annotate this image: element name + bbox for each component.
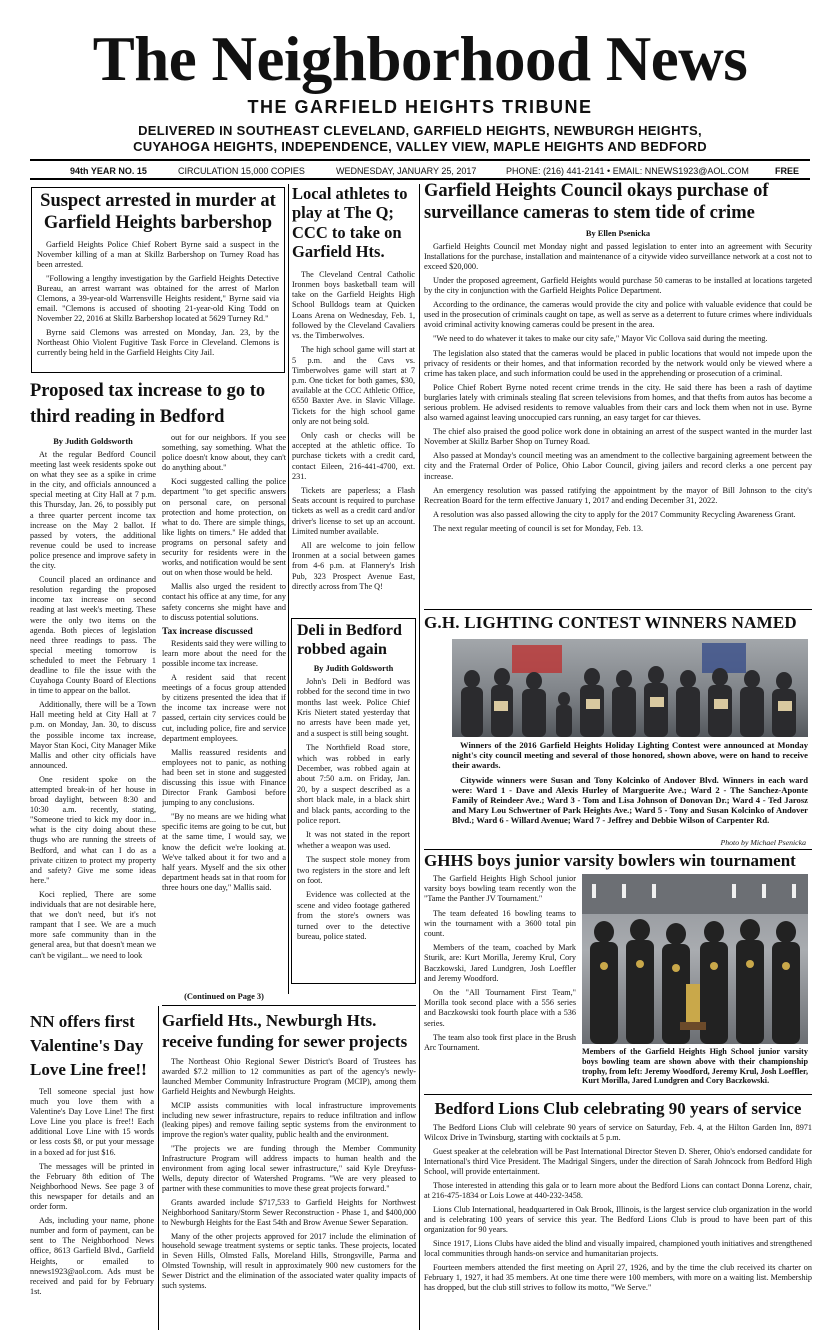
byline: By Judith Goldsworth: [313, 663, 394, 673]
masthead-title: The Neighborhood News: [92, 24, 748, 94]
paragraph: Also passed at Monday's council meeting was an amendment to the collective bargaining agreement between the city and the Fraternal Order of Police, Ohio Labor Council, giving jailers and record clerks a one percent pay increase.: [424, 451, 812, 481]
group-photo-people: [452, 639, 808, 737]
lighting-winners-photo: [452, 639, 808, 737]
paragraph: The Garfield Heights High School junior varsity boys bowling team recently won the "Tame the Panther JV Tournament.": [424, 874, 576, 904]
contact-info: PHONE: (216) 441-2141 • EMAIL: NNEWS1923@AOL.COM: [506, 166, 749, 176]
byline: By Judith Goldsworth: [53, 437, 133, 446]
article-body: [162, 433, 286, 893]
bowlers-text: [424, 874, 576, 1084]
article-lighting: [424, 613, 812, 633]
tax-column-1: [30, 433, 156, 1003]
paragraph: The next regular meeting of council is set for Monday, Feb. 13.: [433, 523, 644, 533]
paragraph: Those interested in attending this gala or to learn more about the Bedford Lions can contact Donna Lorenz, chair, at 216-475-1834 or Lois Lowe at 440-232-3458.: [424, 1181, 812, 1201]
circulation: CIRCULATION 15,000 COPIES: [178, 166, 305, 176]
article-body: [30, 450, 156, 961]
paragraph: An emergency resolution was passed ratifying the appointment by the mayor of Bill Johnson to the city's Recreation Board for the term effective January 1, 2017 and ending December 31, 2022.: [424, 485, 812, 505]
paragraph: The team defeated 16 bowling teams to win the tournament with a 3600 total pin count.: [424, 908, 576, 939]
paragraph: "By no means are we hiding what specific items are going to be cut, but at the same time, I would say, we know the deficit we're looking at. We've talked about it for two and a half years. Myself and the six other department heads sat in that room for three hours one day," Mallis said.: [162, 812, 286, 892]
paragraph: out for our neighbors. If you see something, say something. What the police doesn't know about, they can't do anything about.": [162, 433, 286, 473]
paragraph: At the regular Bedford Council meeting last week residents spoke out on what they see as a spike in crime in the city, and officials announced a special meeting at City Hall at 7 p.m. this Thursday, Jan. 26, to possibly put a three quarter percent income tax increase on the May 2 ballot. If passed by voters, the additional revenue could be used to increase police presence and improve safety in the city.: [30, 450, 156, 571]
paragraph: Additionally, there will be a Town Hall meeting held at City Hall at 7 p.m. on Monday, Jan. 30, to discuss the possible income tax increase, Mayor Stan Koci, City Manager Mike Mallis and other city officials have announced.: [30, 700, 156, 770]
paragraph: "The projects we are funding through the Member Community Infrastructure Program will address impacts to human health and the environment from aging local sewer infrastructure," said Kyle Dreyfuss-Wells, deputy director of Watershed Programs. "We are very pleased to partner with these communities to move these great projects forward.": [162, 1144, 416, 1193]
paragraph: Evidence was collected at the scene and video footage gathered from the store's owners was turned over to the detective bureau, police stated.: [297, 890, 410, 942]
article-valentine: [30, 1010, 154, 1328]
article-cameras: [424, 181, 812, 606]
paragraph: The legislation also stated that the cameras would be placed in public locations that would not impede upon the privacy of residents or their homes, and that information recorded by the network would only be viewed where a crime has taken place, and such information could be used in the apprehending or prosecution of a criminal.: [424, 348, 812, 378]
article-body: [424, 1123, 812, 1293]
paragraph: The Bedford Lions Club will celebrate 90 years of service on Saturday, Feb. 4, at the Hilton Garden Inn, 8971 Wilcox Drive in Twinsburg, starting with cocktails at 5 p.m.: [424, 1123, 812, 1143]
paragraph: The Cleveland Central Catholic Ironmen boys basketball team will take on the Garfield Heights High School Bulldogs team at Quicken Loans Arena on Wednesday, Feb. 1, followed by the Cleveland Cavaliers vs. the Timberwolves.: [292, 269, 415, 341]
bowling-team-photo: [582, 874, 808, 1044]
paragraph: Lions Club International, headquartered in Oak Brook, Illinois, is the largest service club organization in the world and is celebrating 100 years of service this year. The Bedford Lions Club is proud to have been part of this organization for 90 years.: [424, 1205, 812, 1235]
headline: NN offers first Valentine's Day Love Line free!!: [30, 1012, 147, 1079]
issue-date: WEDNESDAY, JANUARY 25, 2017: [336, 166, 477, 176]
paragraph: The messages will be printed in the February 8th edition of The Neighborhood News. See page 3 of this newspaper for details and an order form.: [30, 1161, 154, 1212]
headline: G.H. LIGHTING CONTEST WINNERS NAMED: [424, 613, 797, 632]
masthead-subtitle: THE GARFIELD HEIGHTS TRIBUNE: [247, 97, 593, 117]
article-lions: [424, 1099, 812, 1329]
paragraph: John's Deli in Bedford was robbed for the second time in two months last week. Police Chief Kris Nietert stated yesterday that no arrests have been made yet, and a suspect is still being sought.: [297, 676, 410, 738]
article-sewer: [162, 1010, 416, 1330]
paragraph: Tickets are paperless; a Flash Seats account is required to purchase tickets as well as a credit card and/or driver's license to set up an account. Limited number available.: [292, 485, 415, 536]
byline: By Ellen Psenicka: [585, 228, 651, 238]
paragraph: It was not stated in the report whether a weapon was used.: [297, 830, 410, 850]
caption-text: Winners of the 2016 Garfield Heights Holiday Lighting Contest were announced at Monday night's city council meeting and several of those honored, shown above, were on hand to receive their awards.: [452, 740, 808, 771]
subhead: Tax increase discussed: [162, 626, 253, 637]
paragraph: Garfield Heights Police Chief Robert Byrne said a suspect in the November killing of a man at Skillz Barbershop on Turney Road has been arrested.: [37, 239, 279, 269]
divider: [162, 1005, 416, 1006]
bowlers-caption: Members of the Garfield Heights High School junior varsity boys bowling team are shown above with their championship trophy, from left: Jeremy Woodford, Jeremy Krul, Josh Loeffler, Kurt Morilla, Jared Lundgren and Cory Baczkowski.: [582, 1047, 808, 1086]
column-rule: [158, 1006, 159, 1330]
headline: Local athletes to play at The Q; CCC to take on Garfield Hts.: [292, 184, 408, 262]
article-body: [297, 677, 410, 943]
paragraph: MCIP assists communities with local infrastructure improvements including new sewer infrastructure, repairs to reduce infiltration and inflow (leaking pipes) and remove failing septic systems from the environment to improve the region's water quality, public health and the environment.: [162, 1100, 416, 1140]
paragraph: Guest speaker at the celebration will be Past International Director Steven D. Sherer, Ohio's endorsed candidate for International's third Vice President. The Madrigal Singers, under the direction of Sarah Johncock from Bedford High School, will provide entertainment.: [424, 1147, 812, 1177]
article-bowlers: [424, 851, 812, 871]
article-body: [292, 270, 415, 592]
delivery-area-line: CUYAHOGA HEIGHTS, INDEPENDENCE, VALLEY VIEW, MAPLE HEIGHTS AND BEDFORD: [133, 139, 707, 154]
paragraph: Police Chief Robert Byrne noted recent crime trends in the city. He said there has been a rash of daytime burglaries lately with criminals stealing flat screen televisions from homes, and that thefts from autos has become a serious problem. He advised residents to remove valuables from their cars and lock them when not in use. Byrne also warned against leaving unoccupied cars running, an easy target for car thieves.: [424, 382, 812, 423]
headline: Deli in Bedford robbed again: [297, 622, 402, 658]
paragraph: Residents said they were willing to learn more about the need for the possible income tax increase.: [162, 638, 286, 668]
headline: Garfield Hts., Newburgh Hts. receive funding for sewer projects: [162, 1011, 408, 1051]
paragraph: All are welcome to join fellow Ironmen at a social between games from 4-6 p.m. at Flannery's Irish Pub, 323 Prospect Avenue East, directly across from The Q!: [292, 540, 415, 591]
headline: Proposed tax increase to go to third reading in Bedford: [30, 381, 266, 427]
article-body: [37, 240, 279, 358]
article-body: [424, 874, 576, 1053]
price: FREE: [775, 166, 800, 176]
paragraph: The Northeast Ohio Regional Sewer District's Board of Trustees has awarded $7.2 million to 12 communities as part of the agency's newly-launched Member Community Infrastructure Program (MCIP), among them Garfield Heights and Newburgh Heights.: [162, 1057, 416, 1096]
paragraph: Grants awarded include $717,533 to Garfield Heights for Northwest Neighborhood Sanitary/Storm Sewer Reconstruction - Phase 1, and $400,000 to Newburgh Heights for the East 54th and Brow Avenue Sewer Separation.: [162, 1197, 416, 1227]
paragraph: The team also took first place in the Brush Arc Tournament.: [424, 1032, 576, 1053]
paragraph: Under the proposed agreement, Garfield Heights would purchase 50 cameras to be installed at locations targeted by the city in conjunction with the Garfield Heights Police Department.: [424, 275, 812, 296]
paragraph: Mallis reassured residents and employees not to panic, as nothing had been set in stone and suggested discussing this issue with Finance Director Frank Gambosi before jumping to any conclusions.: [162, 747, 286, 808]
column-rule: [288, 184, 289, 994]
paragraph: Only cash or checks will be accepted at the athletic office. To purchase tickets with a credit card, contact Eileen, 216-441-4700, ext. 231.: [292, 430, 415, 481]
paragraph: Members of the team, coached by Mark Sturik, are: Kurt Morilla, Jeremy Krul, Cory Baczkowski, Jared Lundgren, Josh Loeffler and Jeremy Woodford.: [424, 943, 576, 983]
paragraph: Many of the other projects approved for 2017 include the elimination of household sewage treatment systems or septic tanks. These projects, located in Seven Hills, Olmsted Falls, Moreland Hills, Strongsville, Parma and Olmsted Township, will result in approximately 900 new customers for the Sewer District and the elimination of the associated water quality impacts of such systems.: [162, 1231, 416, 1291]
paragraph: Koci replied, There are some individuals that are not desirable here, that we don't need, but it's not rampant that I see. We are a much more safe community than in the general area, but that doesn't mean we can't be vigilant... we need to look: [30, 889, 156, 960]
lighting-caption: [452, 740, 808, 848]
paragraph: The chief also praised the good police work done in obtaining an arrest of the suspect wanted in the murder last November at Skillz Barber Shop on Turney Road.: [424, 427, 812, 447]
paragraph: Byrne said Clemons was arrested on Monday, Jan. 23, by the Northeast Ohio Violent Fugitive Task Force in Cleveland. Clemons is currently being held in the Garfield Heights City Jail.: [37, 327, 279, 357]
continued-note: (Continued on Page 3): [184, 992, 264, 1001]
paragraph: According to the ordinance, the cameras would provide the city and police with valuable evidence that could be used in the prosecution of criminals caught on tape, as well as serve as a deterrent to future crimes where individuals avoid criminal activity knowing cameras could be present in the area.: [424, 300, 812, 330]
issue-number: 94th YEAR NO. 15: [70, 166, 147, 176]
article-body: [424, 242, 812, 534]
article-body: [30, 1087, 154, 1297]
divider: [424, 849, 812, 850]
info-bar: [30, 159, 810, 180]
paragraph: The Northfield Road store, which was robbed in early December, was robbed again at about 7:50 a.m. on Friday, Jan. 20, by a suspect described as a short black male, in a black shirt and black pants, according to the police report.: [297, 743, 410, 826]
tax-headline-box: [30, 378, 285, 430]
headline: Garfield Heights Council okays purchase of surveillance cameras to stem tide of crime: [424, 181, 769, 223]
paragraph: "We need to do whatever it takes to make our city safe," Mayor Vic Collova said during the meeting.: [433, 334, 768, 344]
column-rule: [419, 184, 420, 1330]
paragraph: Ads, including your name, phone number and form of payment, can be sent to The Neighborhood News office, 8613 Garfield Blvd., Garfield Heights, or emailed to nnews1923@aol.com. Ads must be received and paid for by February 1st.: [30, 1216, 154, 1296]
delivery-area: [40, 123, 800, 155]
paragraph: The suspect stole money from two registers in the store and left on foot.: [297, 855, 410, 886]
delivery-area-line: DELIVERED IN SOUTHEAST CLEVELAND, GARFIELD HEIGHTS, NEWBURGH HEIGHTS,: [138, 123, 702, 138]
paragraph: Since 1917, Lions Clubs have aided the blind and visually impaired, championed youth initiatives and strengthened local communities through hands-on service and humanitarian projects.: [424, 1239, 812, 1259]
caption-text: Citywide winners were Susan and Tony Kolcinko of Andover Blvd. Winners in each ward were: Ward 1 - Dave and Alexis Hurley of Marguerite Ave.; Ward 2 - The Sanchez-Aponte Family of Reindeer Ave.; Ward 3 - Tom and Lisa Johnson of Donovan Dr.; Ward 4 - Ted Jarosz and Mary Lou Schwertner of Park Heights Ave.; Ward 5 - Tony and Susan Kolcinko of Andover Blvd.; Ward 6 - Willard Avenue; Ward 7 - Jeffrey and Debbie Wilson of Carpenter Rd.: [452, 774, 808, 826]
paragraph: Koci suggested calling the police department "to get specific answers on personal care, on personal protection and home protection, on what to do. There are simple things, like lights on timers." He added that programs on personal safety and security for residents were in the works, and notification would be sent out on when those would be held.: [162, 477, 286, 578]
paragraph: On the "All Tournament First Team," Morilla took second place with a 556 series and Baczkowski took fourth place with a 536 series.: [424, 988, 576, 1028]
article-athletes: [292, 184, 415, 624]
headline: GHHS boys junior varsity bowlers win tournament: [424, 851, 796, 870]
paragraph: Council placed an ordinance and resolution regarding the proposed income tax increase on second reading at last week's meeting. These were the only two items on the agenda. Both pieces of legislation need three readings to pass. The special meeting tomorrow is scheduled to meet the February 1 deadline to file the issue with the Cuyahoga County Board of Elections in time to appear on the ballot.: [30, 575, 156, 696]
paragraph: Mallis also urged the resident to contact his office at any time, for any safety concerns she might have and to discuss potential solutions.: [162, 582, 286, 622]
team-photo-people: [582, 874, 808, 1044]
paragraph: The high school game will start at 5 p.m. and the Cavs vs. Timberwolves game will start at 7 p.m. One ticket for both games, $30, available at the CCC Athletic Office, 6550 Baxter Ave. in Slavic Village. Tickets for the high school game only are not being sold.: [292, 345, 415, 426]
tax-column-2: [162, 433, 286, 988]
photo-credit: Photo by Michael Psenicka: [720, 837, 806, 847]
paragraph: Fourteen members attended the first meeting on April 27, 1926, and by the time the club received its charter on February 1, 1927, it had 35 members. At one time there were 100 members, with more on a waiting list. Membership has dropped, but the club still strives to follow its motto, "We Serve.": [424, 1263, 812, 1293]
article-deli: [291, 618, 416, 984]
headline: Suspect arrested in murder at Garfield Heights barbershop: [40, 191, 276, 233]
headline: Bedford Lions Club celebrating 90 years of service: [434, 1099, 802, 1118]
paragraph: "Following a lengthy investigation by the Garfield Heights Detective Bureau, an arrest warrant was obtained for the arrest of Marlon Clemons, a 39-year-old Warrensville Heights resident," Byrne said via email. "Clemons is accused of shooting 21-year-old King Todd on November 22, 2016 at Skillz Barbershop located at 5629 Turney Rd.": [37, 273, 279, 323]
paragraph: A resident said that recent meetings of a focus group attended by citizens presented the idea that if the income tax increase were not passed, certain city services could be cut, including police, fire and service department employees.: [162, 673, 286, 743]
article-body: [162, 1057, 416, 1291]
paragraph: Garfield Heights Council met Monday night and passed legislation to enter into an agreement with Security Installations for the purchase, installation and maintenance of a citywide video surveillance network at a cost not to exceed $20,000.: [424, 241, 812, 271]
divider: [424, 1094, 812, 1095]
divider: [424, 609, 812, 610]
paragraph: A resolution was also passed allowing the city to apply for the 2017 Community Recycling Awareness Grant.: [433, 509, 796, 519]
article-barbershop: [31, 187, 285, 373]
paragraph: Tell someone special just how much you love them with a Valentine's Day Love Line! The first Love Line you place is free!! Each additional Love Line with 15 words or less costs $8, or put your message in a boxed ad for just $16.: [30, 1087, 154, 1157]
paragraph: One resident spoke on the attempted break-in of her house in broad daylight, between 8:30 and 10:30 a.m. recently, stating, "Someone tried to kick my door in... what is the city doing about these thugs who are running the streets of Bedford, and what can I do as a private citizen to protect my property and safety? Give me some ideas here.": [30, 774, 156, 885]
